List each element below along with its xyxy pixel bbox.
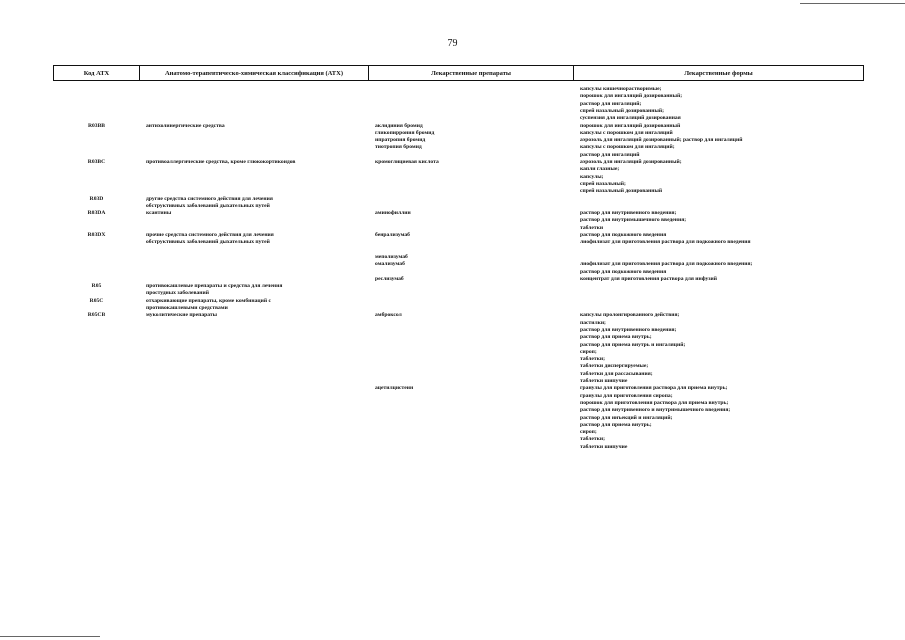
atc-name: муколитические препараты bbox=[146, 312, 218, 319]
drug-name: реслизумаб bbox=[375, 275, 404, 282]
atc-name: противоаллергические средства, кроме глюкокортикоидов bbox=[146, 159, 296, 165]
atc-name: отхаркивающие препараты, кроме комбинаций с bbox=[146, 297, 271, 304]
atc-code: R05 bbox=[91, 283, 102, 290]
atc-code: R03DA bbox=[87, 210, 106, 217]
drug-name: бенрализумаб bbox=[375, 232, 410, 238]
dosage-form: аэрозоль для ингаляций дозированный; bbox=[580, 159, 682, 165]
drug-name: меполизумаб bbox=[375, 253, 408, 260]
dosage-form: спрей назальный; bbox=[580, 180, 626, 187]
atc-name: простудных заболеваний bbox=[146, 290, 209, 297]
dosage-form: порошок для ингаляций дозированный bbox=[580, 122, 681, 129]
drug-name: ацетилцистеин bbox=[375, 385, 414, 392]
dosage-form: гранулы для приготовления раствора для приема внутрь; bbox=[580, 385, 728, 392]
dosage-form: суспензия для ингаляций дозированная bbox=[580, 115, 681, 122]
atc-name: обструктивных заболеваний дыхательных путей bbox=[146, 202, 270, 209]
dosage-form: раствор для подкожного введения bbox=[580, 268, 667, 275]
atc-name: противокашлевыми средствами bbox=[146, 305, 228, 311]
dosage-form: пастилки; bbox=[580, 319, 606, 326]
atc-name: другие средства системного действия для лечения bbox=[146, 195, 273, 202]
dosage-form: капсулы с порошком для ингаляций; bbox=[580, 144, 675, 151]
dosage-form: аэрозоль для ингаляций дозированный; раствор для ингаляций bbox=[580, 137, 743, 144]
dosage-form: гранулы для приготовления сиропа; bbox=[580, 392, 673, 399]
dosage-form: таблетки диспергируемые; bbox=[580, 363, 649, 370]
dosage-form: капсулы пролонгированного действия; bbox=[580, 312, 680, 319]
dosage-form: раствор для внутривенного введения; bbox=[580, 326, 677, 333]
header-code: Код АТХ bbox=[53, 65, 140, 81]
dosage-form: раствор для приема внутрь; bbox=[580, 334, 652, 341]
dosage-form: раствор для внутривенного введения; bbox=[580, 210, 677, 217]
dosage-form: лиофилизат для приготовления раствора для подкожного введения; bbox=[580, 261, 753, 268]
top-right-rule bbox=[800, 3, 905, 4]
dosage-form: лиофилизат для приготовления раствора для подкожного введения bbox=[580, 239, 751, 246]
atc-name: прочие средства системного действия для лечения bbox=[146, 232, 274, 238]
drug-name: амброксол bbox=[375, 312, 402, 319]
dosage-form: таблетки для рассасывания; bbox=[580, 370, 653, 377]
atc-code: R03BB bbox=[87, 122, 106, 129]
dosage-form: таблетки; bbox=[580, 436, 605, 443]
atc-name: ксантины bbox=[146, 210, 172, 217]
dosage-form: раствор для подкожного введения bbox=[580, 232, 667, 238]
dosage-form: таблетки шипучие bbox=[580, 378, 628, 384]
dosage-form: раствор для приема внутрь; bbox=[580, 421, 652, 428]
drug-name: ипратропия бромид bbox=[375, 137, 426, 144]
drug-name: тиотропия бромид bbox=[375, 144, 422, 151]
header-forms: Лекарственные формы bbox=[573, 65, 864, 81]
dosage-form: таблетки; bbox=[580, 356, 605, 363]
dosage-form: капсулы; bbox=[580, 173, 604, 180]
drug-name: омализумаб bbox=[375, 261, 405, 268]
dosage-form: раствор для инъекций и ингаляций; bbox=[580, 414, 673, 421]
dosage-form: капли глазные; bbox=[580, 166, 620, 173]
dosage-form: сироп; bbox=[580, 429, 597, 436]
drug-name: аминофиллин bbox=[375, 210, 411, 217]
drug-name: гликопиррония бромид bbox=[375, 129, 435, 136]
header-drugs: Лекарственные препараты bbox=[368, 65, 574, 81]
header-atc: Анатомо-терапевтическо-химическая классификация (АТХ) bbox=[139, 65, 369, 81]
dosage-form: спрей назальный дозированный bbox=[580, 188, 663, 195]
dosage-form: капсулы кишечнорастворимые; bbox=[580, 86, 662, 92]
atc-name: обструктивных заболеваний дыхательных путей bbox=[146, 239, 270, 246]
atc-code: R05C bbox=[89, 297, 104, 304]
dosage-form: раствор для внутривенного и внутримышечного введения; bbox=[580, 407, 731, 414]
dosage-form: раствор для приема внутрь и ингаляций; bbox=[580, 341, 686, 348]
page-number: 79 bbox=[447, 38, 458, 49]
dosage-form: концентрат для приготовления раствора для инфузий bbox=[580, 275, 717, 282]
atc-code: R05CB bbox=[87, 312, 106, 319]
dosage-form: таблетки шипучие bbox=[580, 443, 628, 450]
drug-name: аклидиния бромид bbox=[375, 122, 423, 129]
dosage-form: таблетки bbox=[580, 224, 604, 231]
drug-name: кромоглициевая кислота bbox=[375, 159, 439, 165]
dosage-form: раствор для ингаляций; bbox=[580, 100, 642, 107]
atc-name: противокашлевые препараты и средства для лечения bbox=[146, 283, 283, 290]
dosage-form: спрей назальный дозированный; bbox=[580, 107, 664, 114]
atc-code: R03DX bbox=[87, 232, 106, 238]
atc-code: R03BC bbox=[87, 159, 106, 165]
dosage-form: порошок для ингаляций дозированный; bbox=[580, 93, 683, 100]
dosage-form: капсулы с порошком для ингаляций bbox=[580, 129, 673, 136]
atc-name: антихолинергические средства bbox=[146, 122, 225, 129]
bottom-left-rule bbox=[0, 636, 100, 637]
dosage-form: порошок для приготовления раствора для приема внутрь; bbox=[580, 399, 729, 406]
dosage-form: сироп; bbox=[580, 348, 597, 355]
atc-code: R03D bbox=[89, 195, 104, 202]
dosage-form: раствор для ингаляций bbox=[580, 151, 640, 158]
dosage-form: раствор для внутримышечного введения; bbox=[580, 217, 687, 224]
